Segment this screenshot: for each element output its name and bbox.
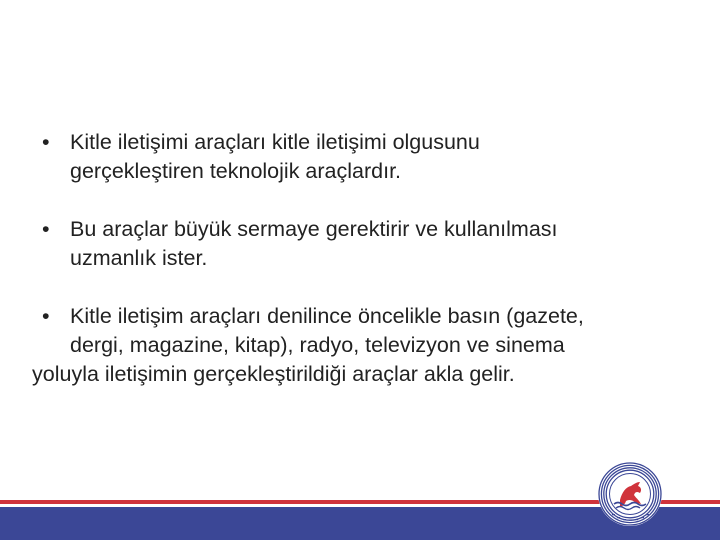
bullet-list — [32, 128, 680, 389]
bullet-item — [40, 128, 680, 186]
bullet-dot: • — [42, 217, 50, 241]
bullet-dot: • — [42, 304, 50, 328]
bullet-dot: • — [42, 130, 50, 154]
bullet-text-line: gerçekleştiren teknolojik araçlardır. — [70, 159, 402, 183]
bullet-text-line: Kitle iletişimi araçları kitle iletişimi olgusunu — [70, 130, 480, 154]
bullet-text-line: Kitle iletişim araçları denilince öncelikle basın (gazete, — [70, 304, 584, 328]
bullet-item — [40, 215, 680, 273]
bullet-item — [32, 302, 680, 389]
bullet-text-line: dergi, magazine, kitap), radyo, televizyon ve sinema — [70, 333, 565, 357]
university-seal-icon — [596, 460, 664, 528]
bullet-text-line: yoluyla iletişimin gerçekleştirildiği araçlar akla gelir. — [32, 362, 515, 386]
bullet-text-line: Bu araçlar büyük sermaye gerektirir ve kullanılması — [70, 217, 558, 241]
bullet-text-line: uzmanlık ister. — [70, 246, 208, 270]
